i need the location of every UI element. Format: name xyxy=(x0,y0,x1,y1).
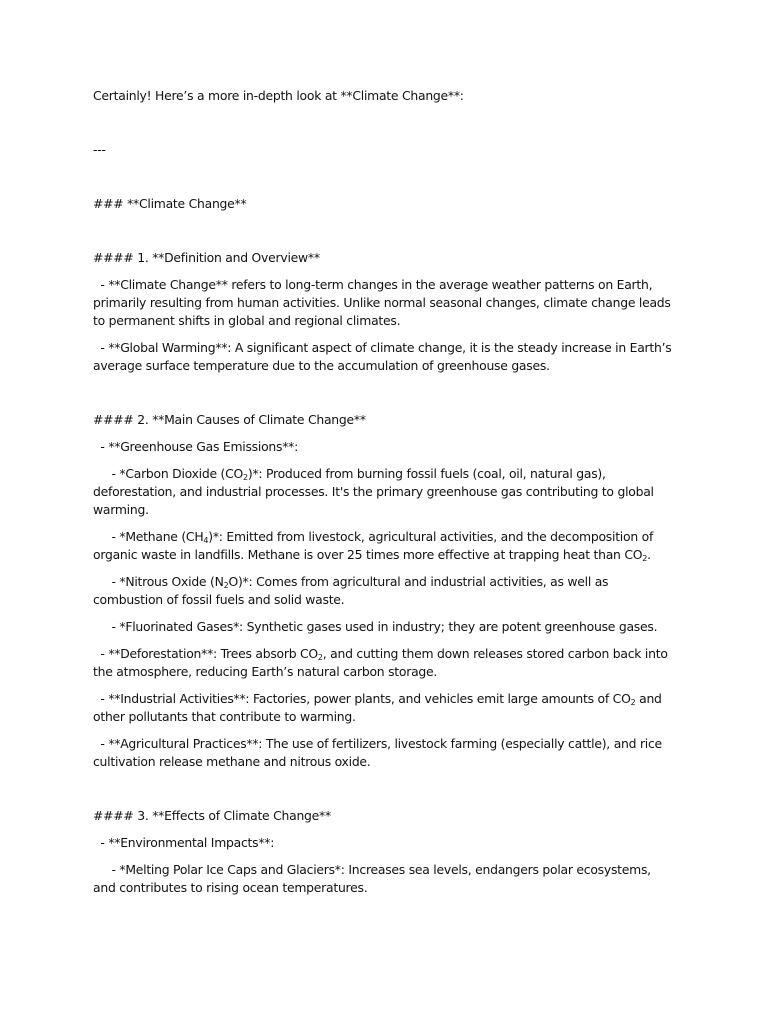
intro-paragraph: Certainly! Here’s a more in-depth look at **Climate Change**: xyxy=(93,88,464,103)
document-body xyxy=(93,87,676,897)
list-item: - **Industrial Activities**: Factories, power plants, and vehicles emit large amounts of $CO_2$ and other pollutants that contribute to warming. xyxy=(93,691,666,724)
list-item: - *Melting Polar Ice Caps and Glaciers*: Increases sea levels, endangers polar ecosystems, and contributes to rising ocean temperatures. xyxy=(93,862,655,895)
document-title: ### **Climate Change** xyxy=(93,196,247,211)
list-item: - *Carbon Dioxide $(CO_2)*$: Produced from burning fossil fuels (coal, oil, natural gas), deforestation, and industrial processes. It's the primary greenhouse gas contributing to global warming. xyxy=(93,466,658,517)
list-item: - *Methane $(CH_4)*$: Emitted from livestock, agricultural activities, and the decomposition of organic waste in landfills. Methane is over 25 times more effective at trapping heat than $CO_2$. xyxy=(93,529,657,563)
list-item: - *Fluorinated Gases*: Synthetic gases used in industry; they are potent greenhouse gases. xyxy=(93,619,658,634)
list-item: - *Nitrous Oxide $(N_2O)*$: Comes from agricultural and industrial activities, as well as combustion of fossil fuels and solid waste. xyxy=(93,574,612,607)
list-item: - **Climate Change** refers to long-term changes in the average weather patterns on Earth, primarily resulting from human activities. Unlike normal seasonal changes, climate change leads to permanent shifts in global and regional climates. xyxy=(93,277,675,328)
list-item: - **Agricultural Practices**: The use of fertilizers, livestock farming (especially cattle), and rice cultivation release methane and nitrous oxide. xyxy=(93,736,666,769)
horizontal-rule-markdown: --- xyxy=(93,142,106,157)
list-item: - **Greenhouse Gas Emissions**: xyxy=(93,439,299,454)
list-item: - **Global Warming**: A significant aspect of climate change, it is the steady increase in Earth’s average surface temperature due to the accumulation of greenhouse gases. xyxy=(93,340,676,373)
section-heading: #### 3. **Effects of Climate Change** xyxy=(93,808,331,823)
section-heading: #### 2. **Main Causes of Climate Change** xyxy=(93,412,366,427)
list-item: - **Deforestation**: Trees absorb $CO_2$, and cutting them down releases stored carbon back into the atmosphere, reducing Earth’s natural carbon storage. xyxy=(93,646,672,679)
list-item: - **Environmental Impacts**: xyxy=(93,835,275,850)
section-heading: #### 1. **Definition and Overview** xyxy=(93,250,320,265)
